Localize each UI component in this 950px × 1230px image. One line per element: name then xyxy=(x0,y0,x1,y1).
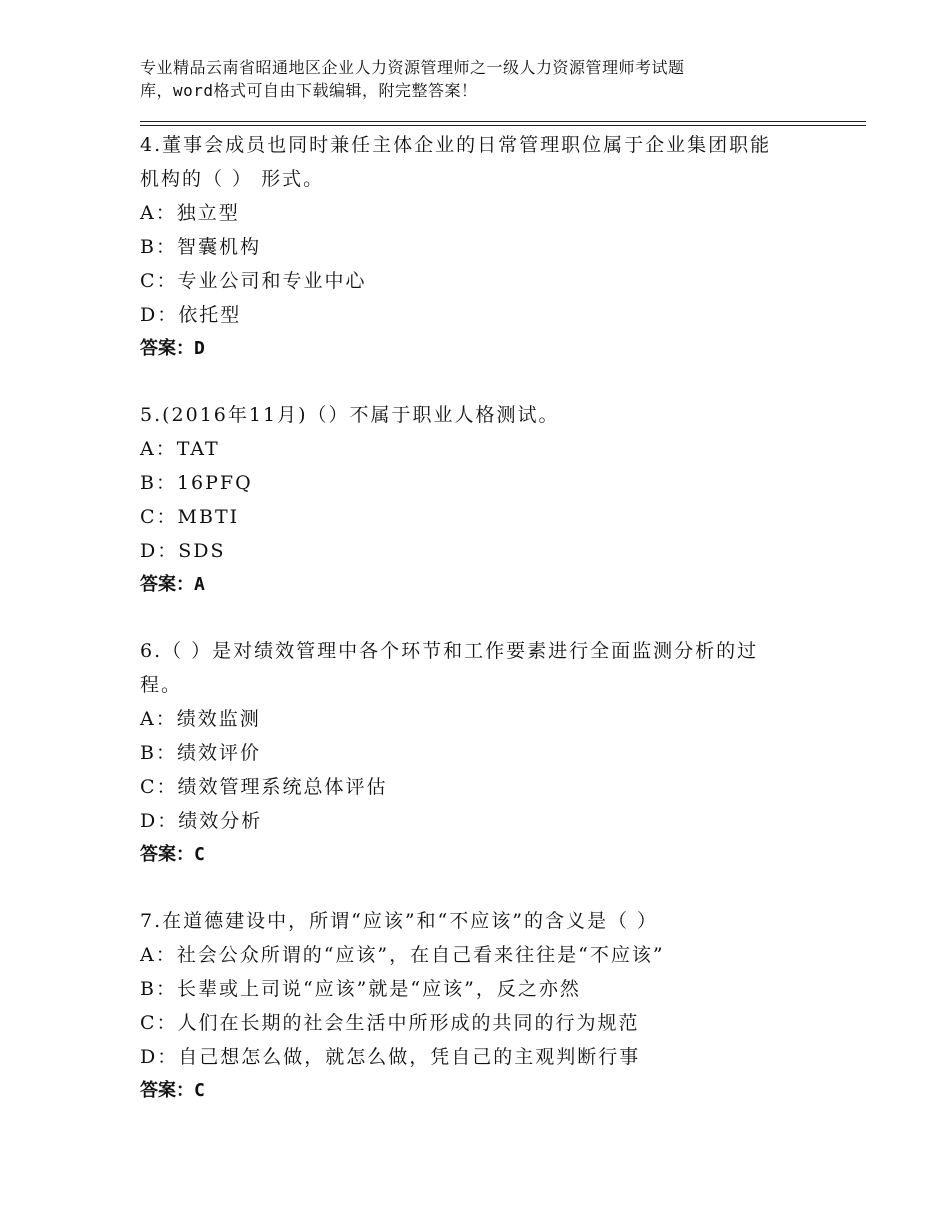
question-stem: 7.在道德建设中，所谓“应该”和“不应该”的含义是（ ） xyxy=(140,910,659,932)
option-d: D：SDS xyxy=(140,540,226,562)
option-a: A：独立型 xyxy=(140,202,240,224)
answer: 答案：C xyxy=(140,1080,205,1101)
option-c: C：MBTI xyxy=(140,506,240,528)
header-line-2: 库，word格式可自由下载编辑，附完整答案！ xyxy=(140,81,478,100)
option-c: C：绩效管理系统总体评估 xyxy=(140,776,388,798)
answer: 答案：C xyxy=(140,844,205,865)
question-stem-continued: 机构的（ ） 形式。 xyxy=(140,168,325,190)
option-a: A：绩效监测 xyxy=(140,708,261,730)
option-d: D：自己想怎么做，就怎么做，凭自己的主观判断行事 xyxy=(140,1046,641,1068)
option-d: D：依托型 xyxy=(140,304,242,326)
question-stem: 5.(2016年11月)（）不属于职业人格测试。 xyxy=(140,404,560,426)
question-stem-continued: 程。 xyxy=(140,674,183,696)
question-4 xyxy=(140,128,840,366)
option-c: C：人们在长期的社会生活中所形成的共同的行为规范 xyxy=(140,1012,640,1034)
question-stem: 6.（ ）是对绩效管理中各个环节和工作要素进行全面监测分析的过 xyxy=(140,640,759,662)
option-a: A：社会公众所谓的“应该”，在自己看来往往是“不应该” xyxy=(140,944,665,966)
option-b: B：长辈或上司说“应该”就是“应该”，反之亦然 xyxy=(140,978,581,1000)
option-c: C：专业公司和专业中心 xyxy=(140,270,367,292)
option-b: B：16PFQ xyxy=(140,472,253,494)
question-7 xyxy=(140,904,840,1108)
question-list xyxy=(140,128,840,1140)
option-a: A：TAT xyxy=(140,438,220,460)
option-d: D：绩效分析 xyxy=(140,810,263,832)
answer: 答案：D xyxy=(140,338,205,359)
option-b: B：智囊机构 xyxy=(140,236,261,258)
answer: 答案：A xyxy=(140,574,205,595)
header-divider-bottom xyxy=(140,125,866,126)
document-header xyxy=(140,56,840,102)
option-b: B：绩效评价 xyxy=(140,742,261,764)
header-line-1: 专业精品云南省昭通地区企业人力资源管理师之一级人力资源管理师考试题 xyxy=(140,58,685,77)
question-stem: 4.董事会成员也同时兼任主体企业的日常管理职位属于企业集团职能 xyxy=(140,134,772,156)
header-divider-top xyxy=(140,121,866,122)
question-5 xyxy=(140,398,840,602)
question-6 xyxy=(140,634,840,872)
